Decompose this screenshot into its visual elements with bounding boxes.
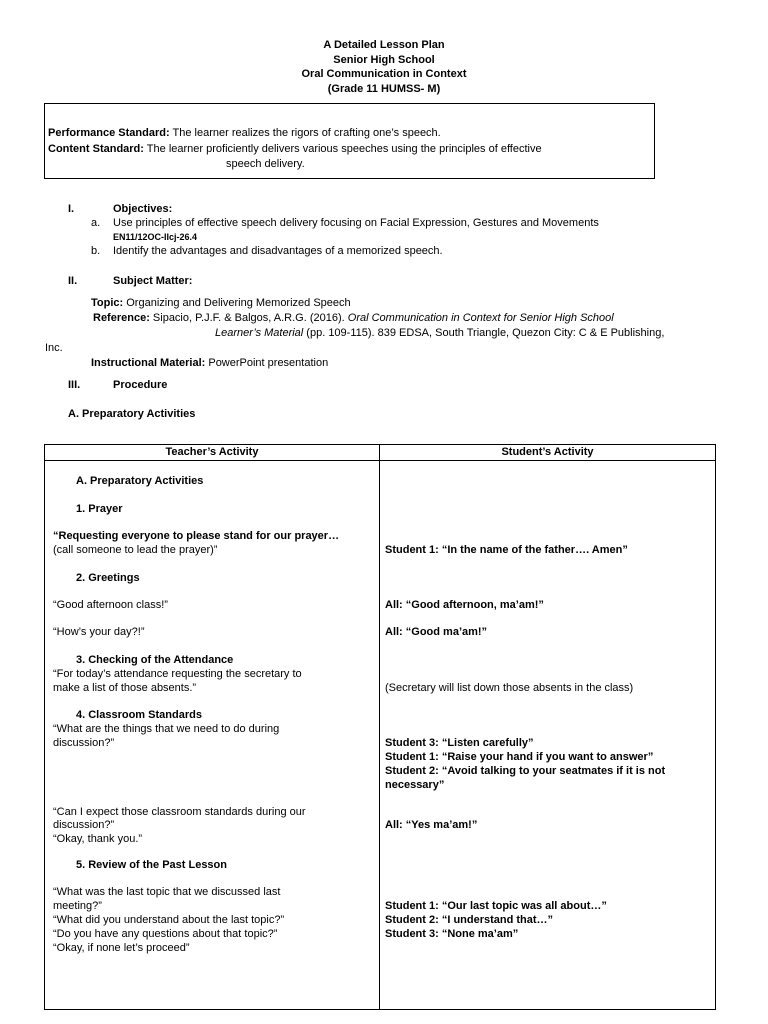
content-standard [48,143,542,157]
teacher-line: “Do you have any questions about that topic?” [53,928,278,940]
teacher-line: “How’s your day?!” [53,626,145,638]
reference-rest: (pp. 109-115). 839 EDSA, South Triangle, Quezon City: C & E Publishing, [303,327,665,339]
student-line: Student 1: “Our last topic was all about…” [385,900,607,912]
title-line-1: A Detailed Lesson Plan [323,39,445,51]
objective-b-text: Identify the advantages and disadvantages of a memorized speech. [113,245,443,257]
standards-box [44,103,655,179]
student-line: Student 2: “I understand that…” [385,914,554,926]
student-line: All: “Yes ma’am!” [385,819,478,831]
objective-a-marker: a. [91,217,101,229]
teacher-line-standards: 4. Classroom Standards [76,709,202,721]
material-label: Instructional Material: [91,357,206,369]
teacher-line: “Requesting everyone to please stand for our prayer… [53,530,340,542]
objectives-heading: Objectives: [113,203,173,215]
student-line: Student 3: “None ma’am” [385,928,519,940]
reference-title-2: Learner’s Material [215,327,304,339]
student-line: Student 1: “Raise your hand if you want to answer” [385,751,654,763]
material-line [91,357,328,371]
table-body-row [45,461,716,1010]
student-line: Student 1: “In the name of the father…. Amen” [385,544,628,556]
content-standard-text: The learner proficiently delivers various speeches using the principles of effective [143,143,542,155]
teacher-line-attendance: 3. Checking of the Attendance [76,654,234,666]
teacher-line: “What did you understand about the last topic?” [53,914,285,926]
activity-table [44,444,716,1010]
student-line: necessary” [385,779,445,791]
title-line-3: Oral Communication in Context [301,68,467,80]
objective-a-text: Use principles of effective speech delivery focusing on Facial Expression, Gestures and Movements [113,217,599,229]
teacher-line-prep: A. Preparatory Activities [76,475,204,487]
title-line-2: Senior High School [333,53,435,66]
topic-line [91,297,351,311]
teacher-activity-cell [45,461,380,1010]
teacher-line: meeting?” [53,900,102,912]
content-standard-text-cont: speech delivery. [226,158,305,170]
teacher-line: “For today’s attendance requesting the secretary to [53,668,302,680]
reference-text: Sipacio, P.J.F. & Balgos, A.R.G. (2016). [149,312,348,324]
document-title [0,38,768,96]
student-line: Student 2: “Avoid talking to your seatmates if it is not [385,765,666,777]
col-student-activity: Student’s Activity [380,445,716,461]
teacher-line: “Okay, thank you.” [53,833,143,845]
table-header-row [45,445,716,461]
teacher-line: make a list of those absents.” [53,682,197,694]
student-line: Student 3: “Listen carefully” [385,737,534,749]
topic-text: Organizing and Delivering Memorized Speech [123,297,351,309]
teacher-line: “Okay, if none let’s proceed” [53,942,190,954]
teacher-line: “Good afternoon class!” [53,599,168,611]
student-line: All: “Good ma’am!” [385,626,488,638]
reference-inc: Inc. [45,342,63,354]
subject-matter-numeral: II. [68,275,78,287]
objectives-numeral: I. [68,203,75,215]
student-activity-cell [380,461,716,1010]
material-text: PowerPoint presentation [205,357,329,369]
content-standard-label: Content Standard: [48,143,144,155]
subject-matter-heading: Subject Matter: [113,275,193,287]
teacher-line-greetings: 2. Greetings [76,572,140,584]
objective-b-marker: b. [91,245,101,257]
title-line-4: (Grade 11 HUMSS- M) [327,82,441,95]
teacher-line: “Can I expect those classroom standards during our [53,806,306,818]
teacher-line: (call someone to lead the prayer)” [53,544,218,556]
reference-line [93,312,614,326]
performance-standard-text: The learner realizes the rigors of crafting one’s speech. [169,127,441,139]
topic-label: Topic: [91,297,124,309]
student-line: All: “Good afternoon, ma’am!” [385,599,544,611]
teacher-line: “What are the things that we need to do during [53,723,280,735]
teacher-line: discussion?” [53,819,115,831]
procedure-heading: Procedure [113,379,168,391]
teacher-line-review: 5. Review of the Past Lesson [76,859,227,871]
procedure-sub-a: A. Preparatory Activities [68,408,196,420]
objective-a-code: EN11/12OC-IIcj-26.4 [113,232,198,242]
reference-line-2 [215,327,664,341]
student-line: (Secretary will list down those absents in the class) [385,682,634,694]
reference-title: Oral Communication in Context for Senior High School [347,312,614,324]
performance-standard [48,127,441,141]
col-teacher-activity: Teacher’s Activity [45,445,380,461]
teacher-line: “What was the last topic that we discussed last [53,886,281,898]
reference-label: Reference: [93,312,150,324]
teacher-line-prayer: 1. Prayer [76,503,123,515]
performance-standard-label: Performance Standard: [48,127,170,139]
procedure-numeral: III. [68,379,81,391]
teacher-line: discussion?” [53,737,115,749]
